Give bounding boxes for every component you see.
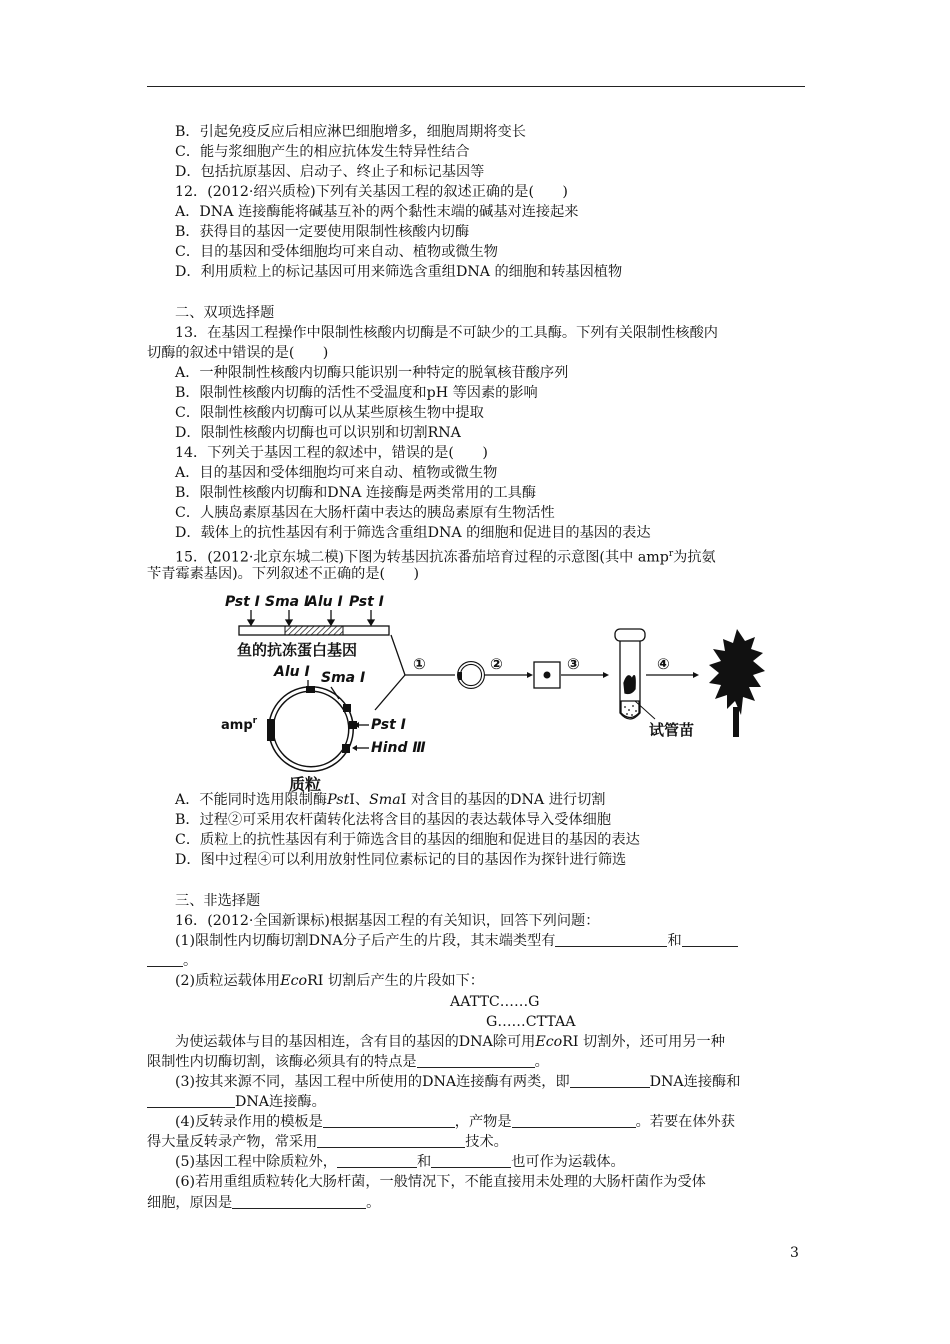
fill-blank-line: (1)限制性内切酶切割DNA分子后产生的片段，其末端类型有 和 bbox=[175, 931, 738, 951]
step-4-label: ④ bbox=[657, 655, 670, 673]
option-line: C．能与浆细胞产生的相应抗体发生特异性结合 bbox=[175, 144, 470, 160]
plasmid bbox=[267, 686, 357, 769]
question-stem: 15．(2012·北京东城二模)下图为转基因抗冻番茄培育过程的示意图(其中 amp$^r$为抗氨 bbox=[175, 549, 716, 566]
answer-blank bbox=[323, 1113, 455, 1128]
question-stem: (6)若用重组质粒转化大肠杆菌，一般情况下，不能直接用未处理的大肠杆菌作为受体 bbox=[175, 1174, 706, 1190]
fill-blank-line: 为使运载体与目的基因相连，含有目的基因的DNA除可用EcoRⅠ 切割外，还可用另一种 bbox=[175, 1034, 725, 1050]
amp-label: amp$^r$ bbox=[221, 716, 258, 733]
fill-blank-line: (4)反转录作用的模板是 ，产物是 。若要在体外获 bbox=[175, 1114, 735, 1130]
section-heading: 二、双项选择题 bbox=[175, 305, 275, 321]
answer-blank bbox=[555, 932, 667, 947]
plasmid-site-pst: Pst Ⅰ bbox=[371, 717, 406, 733]
gene-label: 鱼的抗冻蛋白基因 bbox=[237, 641, 358, 659]
option-line: B．限制性核酸内切酶的活性不受温度和pH 等因素的影响 bbox=[175, 385, 538, 401]
fill-blank-line: (3)按其来源不同，基因工程中所使用的DNA连接酶有两类，即 DNA连接酶和 bbox=[175, 1074, 741, 1090]
answer-blank bbox=[317, 1133, 465, 1148]
answer-blank bbox=[682, 932, 738, 947]
answer-blank bbox=[337, 1153, 417, 1168]
enzyme-site-labels bbox=[225, 594, 384, 610]
sequence-line: AATTC……G bbox=[450, 994, 540, 1010]
cut-arrows bbox=[248, 610, 374, 625]
question-stem: 13．在基因工程操作中限制性核酸内切酶是不可缺少的工具酶。下列有关限制性核酸内 bbox=[175, 325, 718, 341]
answer-blank bbox=[512, 1113, 636, 1128]
question-stem: 14．下列关于基因工程的叙述中，错误的是( ) bbox=[175, 445, 488, 461]
option-line: A．不能同时选用限制酶PstⅠ、SmaⅠ 对含目的基因的DNA 进行切割 bbox=[175, 792, 606, 808]
step-3-label: ③ bbox=[567, 655, 580, 673]
option-line: D．包括抗原基因、启动子、终止子和标记基因等 bbox=[175, 164, 485, 180]
option-line: D．载体上的抗性基因有利于筛选含重组DNA 的细胞和促进目的基因的表达 bbox=[175, 525, 651, 541]
option-line: B．限制性核酸内切酶和DNA 连接酶是两类常用的工具酶 bbox=[175, 485, 537, 501]
fill-blank-line: (5)基因工程中除质粒外， 和 也可作为运载体。 bbox=[175, 1154, 625, 1170]
target-gene-region bbox=[285, 626, 343, 635]
sequence-line: G……CTTAA bbox=[486, 1014, 576, 1030]
section-heading: 三、非选择题 bbox=[175, 893, 261, 909]
enzyme-label-sma1: Sma Ⅰ bbox=[265, 594, 310, 610]
answer-blank bbox=[417, 1053, 535, 1068]
answer-blank bbox=[431, 1153, 511, 1168]
step-2-label: ② bbox=[490, 655, 503, 673]
transgenic-tomato-diagram bbox=[215, 589, 775, 799]
option-line: D．限制性核酸内切酶也可以识别和切割RNA bbox=[175, 425, 461, 441]
option-line: A．DNA 连接酶能将碱基互补的两个黏性末端的碱基对连接起来 bbox=[175, 204, 579, 220]
answer-blank bbox=[147, 1093, 235, 1108]
plasmid-site-sma: Sma Ⅰ bbox=[321, 670, 366, 686]
question-stem: 16．(2012·全国新课标)根据基因工程的有关知识，回答下列问题： bbox=[175, 913, 600, 929]
tomato-plant-icon bbox=[709, 629, 765, 737]
seedling-label: 试管苗 bbox=[649, 721, 695, 739]
option-line: C．限制性核酸内切酶可以从某些原核生物中提取 bbox=[175, 405, 484, 421]
fill-blank-line: 限制性内切酶切割，该酶必须具有的特点是 。 bbox=[147, 1054, 549, 1070]
option-line: A．一种限制性核酸内切酶只能识别一种特定的脱氧核苷酸序列 bbox=[175, 365, 569, 381]
recombinant-plasmid bbox=[458, 663, 483, 687]
fill-blank-line: 。 bbox=[147, 951, 197, 971]
option-line: A．目的基因和受体细胞均可来自动、植物或微生物 bbox=[175, 465, 498, 481]
enzyme-label-pst1: Pst Ⅰ bbox=[225, 594, 260, 610]
question-stem: 切酶的叙述中错误的是( ) bbox=[147, 345, 329, 361]
option-line: B．获得目的基因一定要使用限制性核酸内切酶 bbox=[175, 224, 470, 240]
enzyme-label-alu1: Alu Ⅰ bbox=[307, 594, 343, 610]
option-line: D．图中过程④可以利用放射性同位素标记的目的基因作为探针进行筛选 bbox=[175, 852, 627, 868]
fill-blank-line: 细胞，原因是 。 bbox=[147, 1195, 381, 1211]
fill-blank-line: (2)质粒运载体用EcoRⅠ 切割后产生的片段如下： bbox=[175, 973, 484, 989]
fill-blank-line: 得大量反转录产物，常采用 技术。 bbox=[147, 1134, 508, 1150]
option-line: C．质粒上的抗性基因有利于筛选含目的基因的细胞和促进目的基因的表达 bbox=[175, 832, 640, 848]
plasmid-label: 质粒 bbox=[289, 775, 322, 794]
plasmid-site-alu: Alu Ⅰ bbox=[274, 664, 310, 680]
fill-blank-line: DNA连接酶。 bbox=[147, 1092, 326, 1112]
option-line: B．引起免疫反应后相应淋巴细胞增多，细胞周期将变长 bbox=[175, 124, 526, 140]
header-rule bbox=[147, 86, 805, 87]
page-number: 3 bbox=[790, 1245, 799, 1261]
option-line: C．目的基因和受体细胞均可来自动、植物或微生物 bbox=[175, 244, 498, 260]
answer-blank bbox=[570, 1073, 650, 1088]
answer-blank bbox=[232, 1194, 366, 1209]
plasmid-site-hind: Hind Ⅲ bbox=[371, 740, 426, 756]
question-stem: 苄青霉素基因)。下列叙述不正确的是( ) bbox=[147, 566, 419, 582]
enzyme-label-pst1-b: Pst Ⅰ bbox=[349, 594, 384, 610]
option-line: B．过程②可采用农杆菌转化法将含目的基因的表达载体导入受体细胞 bbox=[175, 812, 612, 828]
question-stem: 12．(2012·绍兴质检)下列有关基因工程的叙述正确的是( ) bbox=[175, 184, 568, 200]
step-1-label: ① bbox=[413, 655, 426, 673]
answer-blank bbox=[147, 952, 183, 967]
option-line: C．人胰岛素原基因在大肠杆菌中表达的胰岛素原有生物活性 bbox=[175, 505, 555, 521]
option-line: D．利用质粒上的标记基因可用来筛选含重组DNA 的细胞和转基因植物 bbox=[175, 264, 623, 280]
